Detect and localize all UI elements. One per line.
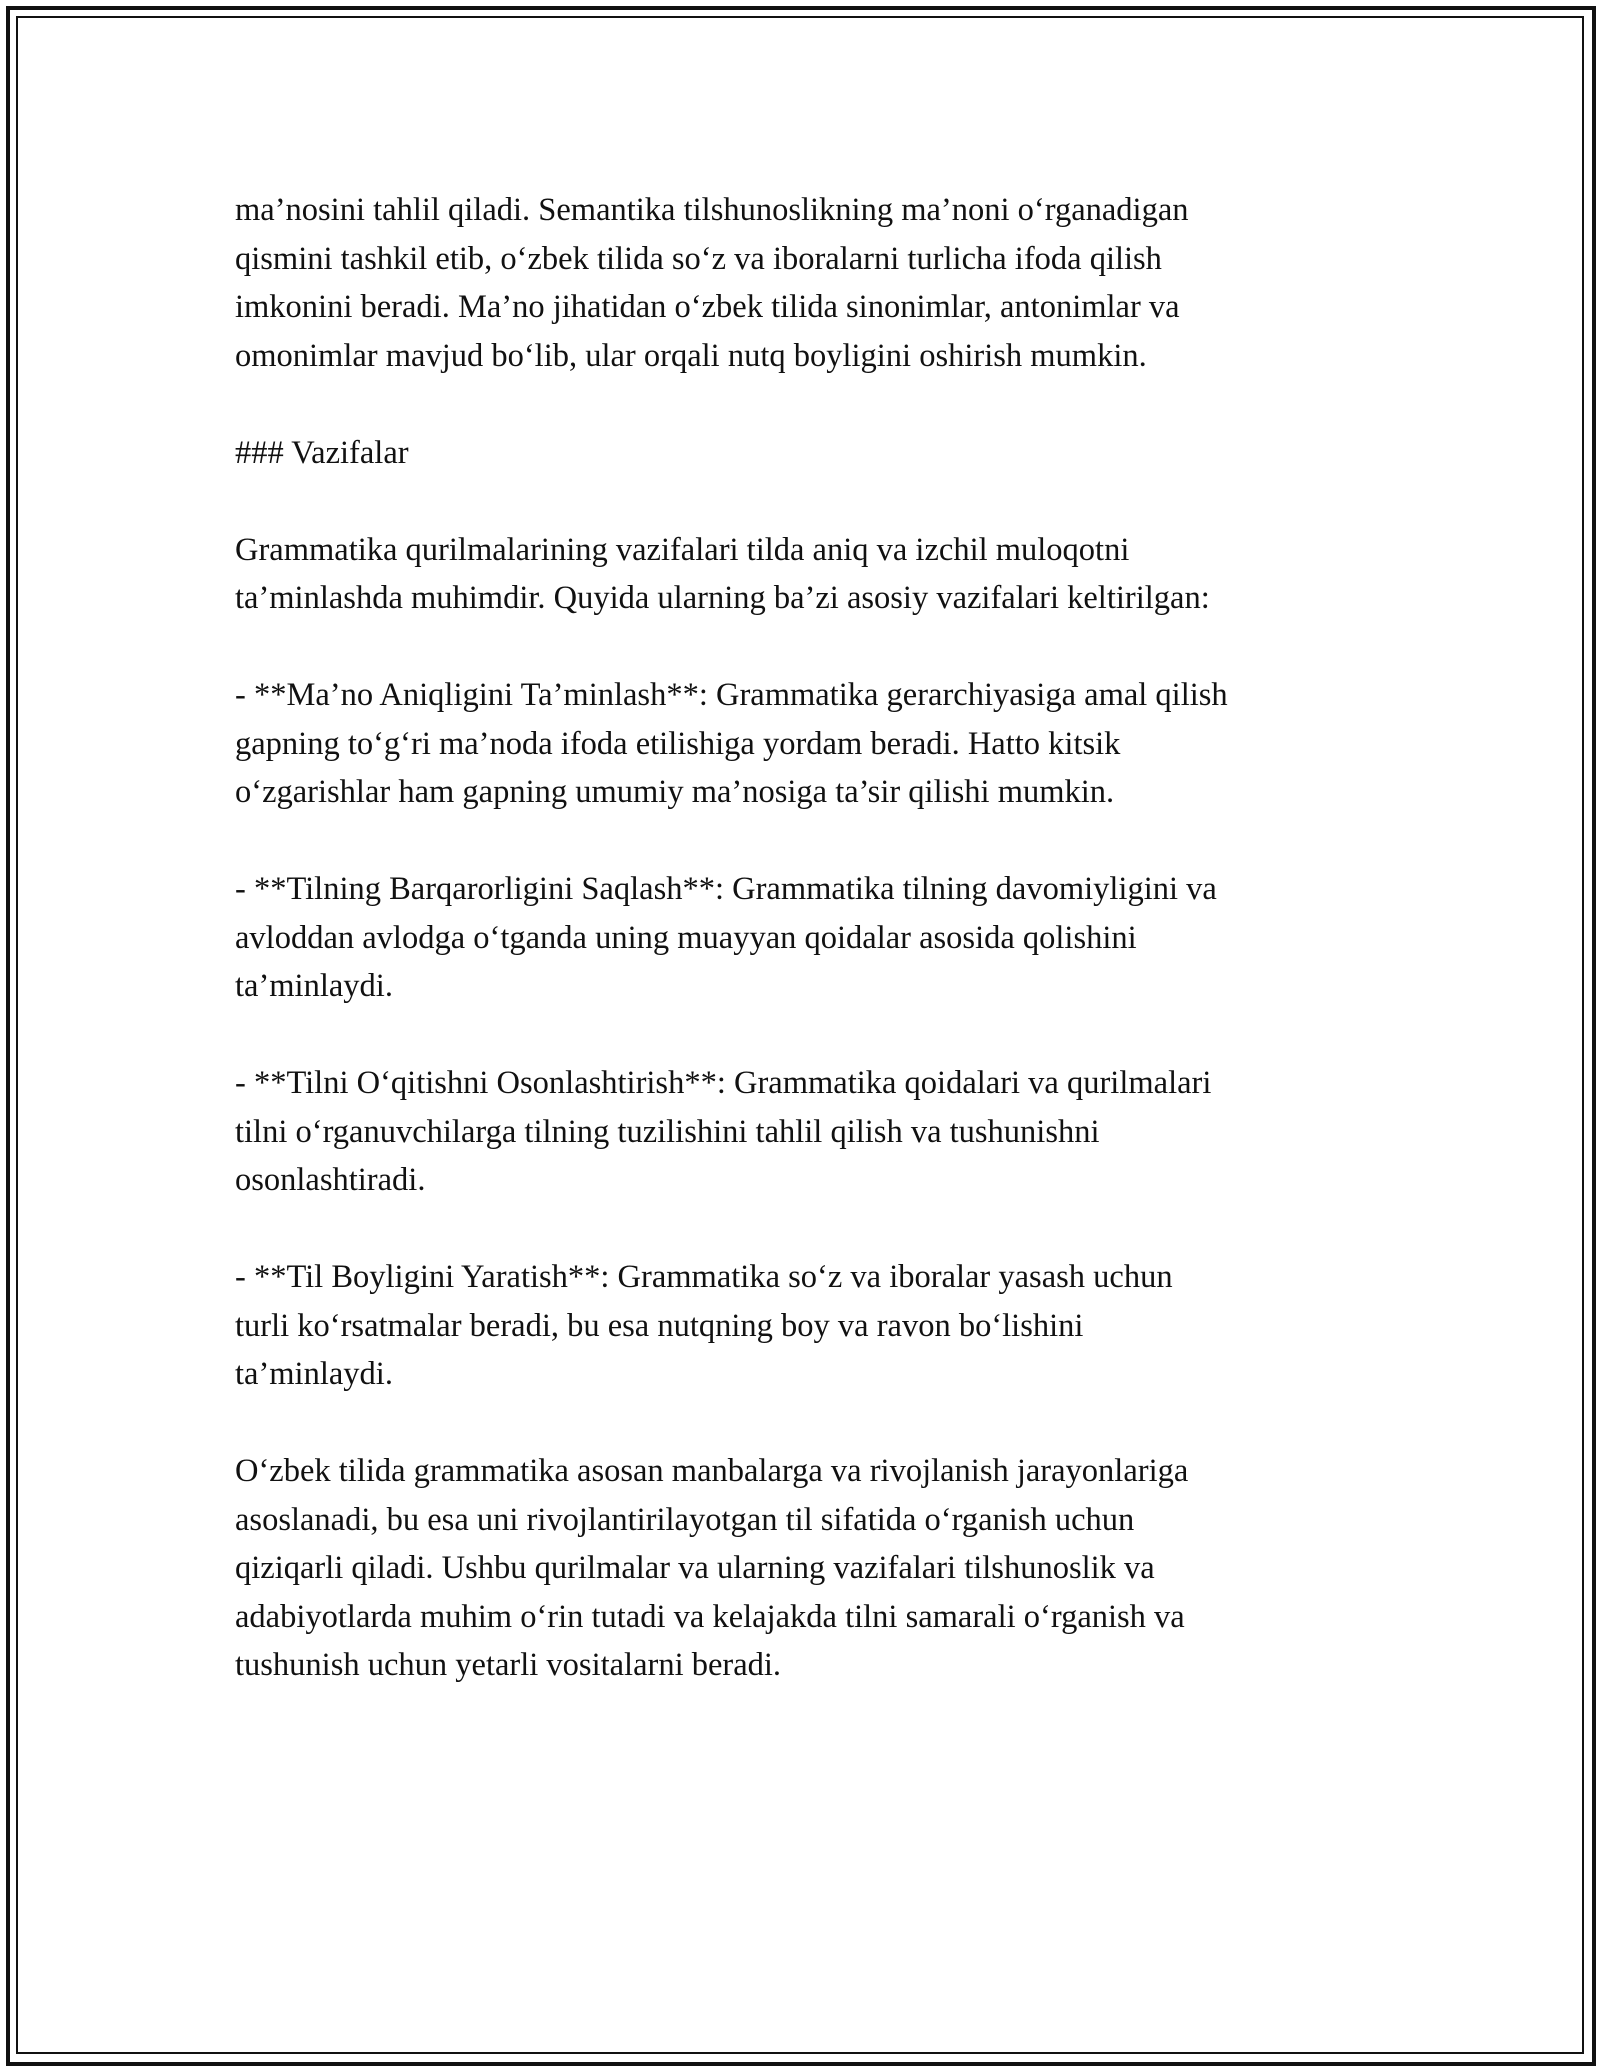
text-line: - **Tilni O‘qitishni Osonlashtirish**: Grammatika qoidalari va qurilmalari <box>235 1065 1212 1101</box>
text-line: - **Tilning Barqarorligini Saqlash**: Grammatika tilning davomiyligini va <box>235 871 1217 907</box>
text-line: o‘zgarishlar ham gapning umumiy ma’nosiga ta’sir qilishi mumkin. <box>235 774 1115 810</box>
text-line: qiziqarli qiladi. Ushbu qurilmalar va ularning vazifalari tilshunoslik va <box>235 1550 1155 1586</box>
text-line: asoslanadi, bu esa uni rivojlantirilayotgan til sifatida o‘rganish uchun <box>235 1501 1135 1538</box>
list-item-language-richness <box>235 1253 1385 1399</box>
text-line: ma’nosini tahlil qiladi. Semantika tilshunoslikning ma’noni o‘rganadigan <box>235 192 1189 228</box>
text-line: omonimlar mavjud bo‘lib, ular orqali nutq boyligini oshirish mumkin. <box>235 337 1147 374</box>
text-line: ta’minlaydi. <box>235 1356 393 1392</box>
list-item-language-teaching <box>235 1059 1385 1205</box>
list-item-meaning-accuracy <box>235 671 1385 817</box>
text-line: gapning to‘g‘ri ma’noda ifoda etilishiga yordam beradi. Hatto kitsik <box>235 725 1121 762</box>
text-line: tushunish uchun yetarli vositalarni beradi. <box>235 1647 782 1683</box>
list-item-language-stability <box>235 865 1385 1011</box>
paragraph-intro <box>235 526 1385 623</box>
text-line: osonlashtiradi. <box>235 1162 426 1198</box>
document-body <box>235 186 1385 1690</box>
text-line: avloddan avlodga o‘tganda uning muayyan qoidalar asosida qolishini <box>235 919 1137 956</box>
text-line: imkonini beradi. Ma’no jihatidan o‘zbek tilida sinonimlar, antonimlar va <box>235 289 1180 325</box>
section-heading <box>235 429 1385 478</box>
text-line: O‘zbek tilida grammatika asosan manbalarga va rivojlanish jarayonlariga <box>235 1453 1189 1489</box>
text-line: tilni o‘rganuvchilarga tilning tuzilishini tahlil qilish va tushunishni <box>235 1113 1100 1150</box>
text-line: ta’minlaydi. <box>235 968 393 1004</box>
text-line: ta’minlashda muhimdir. Quyida ularning ba’zi asosiy vazifalari keltirilgan: <box>235 580 1210 616</box>
paragraph-conclusion <box>235 1447 1385 1690</box>
paragraph-semantics <box>235 186 1385 380</box>
text-line: Grammatika qurilmalarining vazifalari tilda aniq va izchil muloqotni <box>235 531 1130 568</box>
text-line: - **Til Boyligini Yaratish**: Grammatika so‘z va iboralar yasash uchun <box>235 1259 1173 1295</box>
text-line: - **Ma’no Aniqligini Ta’minlash**: Grammatika gerarchiyasiga amal qilish <box>235 677 1228 713</box>
text-line: turli ko‘rsatmalar beradi, bu esa nutqning boy va ravon bo‘lishini <box>235 1307 1084 1344</box>
heading-text: ### Vazifalar <box>235 434 409 471</box>
text-line: qismini tashkil etib, o‘zbek tilida so‘z va iboralarni turlicha ifoda qilish <box>235 240 1162 277</box>
text-line: adabiyotlarda muhim o‘rin tutadi va kelajakda tilni samarali o‘rganish va <box>235 1598 1185 1635</box>
